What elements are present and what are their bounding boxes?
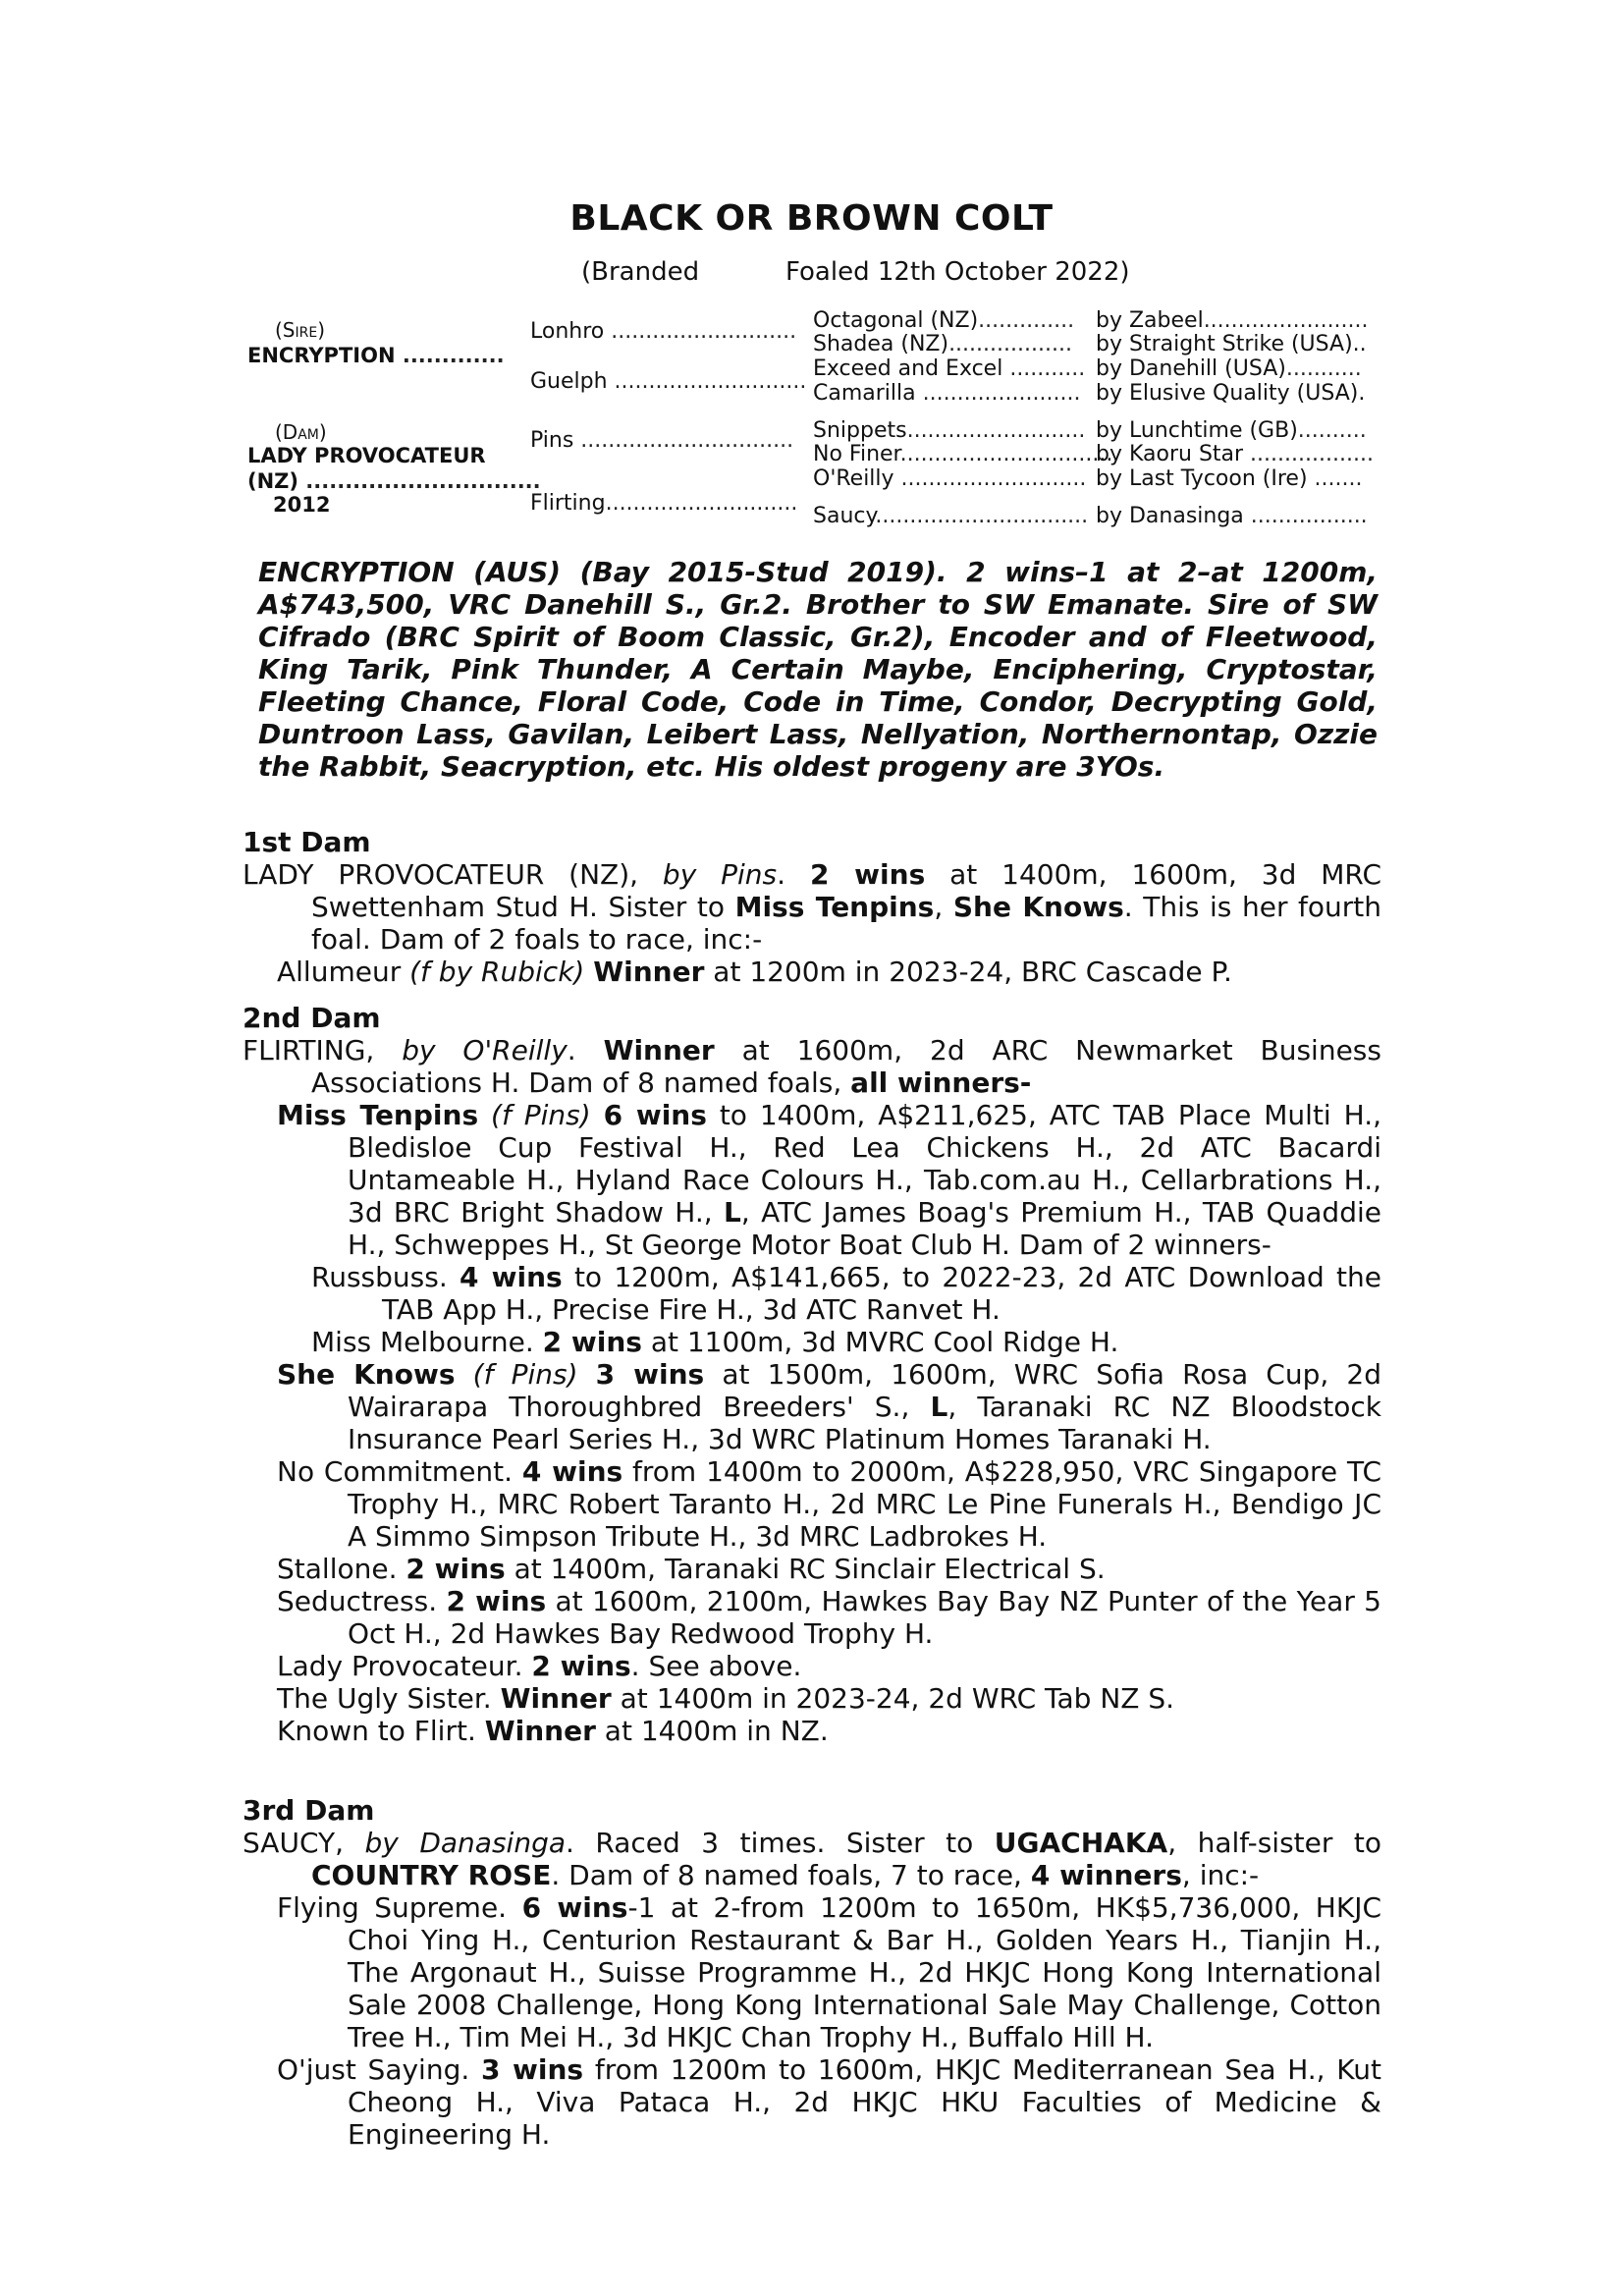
page-title: BLACK OR BROWN COLT xyxy=(569,198,1054,239)
g1-dam-dam: Flirting............................ xyxy=(530,491,798,516)
grand-progeny-entry: Russbuss. 4 wins to 1200m, A$141,665, to 2022-23, 2d ATC Download the TAB App H., Precise Fire H., 3d ATC Ranvet H. xyxy=(311,1261,1382,1326)
progeny-entry: Flying Supreme. 6 wins-1 at 2-from 1200m to 1650m, HK$5,736,000, HKJC Choi Ying H., Centurion Restaurant & Bar H., Golden Years H., Tianjin H., The Argonaut H., Suisse Programme H., 2d HKJC Hong Kong International Sale 2008 Challenge, Hong Kong International Sale May Challenge, Cotton Tree H., Tim Mei H., 3d HKJC Chan Trophy H., Buffalo Hill H. xyxy=(277,1891,1382,2053)
dam3-heading: 3rd Dam xyxy=(243,1794,375,1827)
dam1-heading: 1st Dam xyxy=(243,826,371,858)
dam1-entry: LADY PROVOCATEUR (NZ), by Pins. 2 wins at 1400m, 1600m, 3d MRC Swettenham Stud H. Sister to Miss Tenpins, She Knows. This is her fourth foal. Dam of 2 foals to race, inc:- xyxy=(243,858,1382,956)
progeny-entry: Seductress. 2 wins at 1600m, 2100m, Hawkes Bay Bay NZ Punter of the Year 5 Oct H., 2d Hawkes Bay Redwood Trophy H. xyxy=(277,1585,1382,1650)
dam2-entry: FLIRTING, by O'Reilly. Winner at 1600m, 2d ARC Newmarket Business Associations H. Dam of 8 named foals, all winners- xyxy=(243,1034,1381,1099)
g2-item: Saucy............................... xyxy=(813,504,1089,528)
dam3-section xyxy=(243,1827,1381,2151)
g3-item: by Straight Strike (USA).. xyxy=(1096,332,1367,356)
dam3-entry: SAUCY, by Danasinga. Raced 3 times. Sister to UGACHAKA, half-sister to COUNTRY ROSE. Dam of 8 named foals, 7 to race, 4 winners, inc:- xyxy=(243,1827,1381,1891)
g2-item: No Finer............................... xyxy=(813,442,1113,466)
g3-item: by Danasinga ................. xyxy=(1096,504,1368,528)
dam1-section xyxy=(243,858,1381,988)
g1-dam-sire: Pins ............................... xyxy=(530,428,794,453)
dam2-section xyxy=(243,1034,1381,1747)
g3-item: by Zabeel........................ xyxy=(1096,308,1369,333)
g3-item: by Kaoru Star .................. xyxy=(1096,442,1374,466)
branded-label: (Branded xyxy=(581,257,700,287)
progeny-entry: She Knows (f Pins) 3 wins at 1500m, 1600m, WRC Sofia Rosa Cup, 2d Wairarapa Thoroughbred Breeders' S., L, Taranaki RC NZ Bloodstock Insurance Pearl Series H., 3d WRC Platinum Homes Taranaki H. xyxy=(277,1358,1382,1455)
progeny-entry: Lady Provocateur. 2 wins. See above. xyxy=(277,1650,802,1682)
dam2-heading: 2nd Dam xyxy=(243,1002,381,1034)
dam-year: 2012 xyxy=(273,493,331,517)
g3-item: by Elusive Quality (USA). xyxy=(1096,381,1366,406)
g1-sire-dam: Guelph ............................ xyxy=(530,369,807,394)
grand-progeny-entry: Miss Melbourne. 2 wins at 1100m, 3d MVRC Cool Ridge H. xyxy=(311,1326,1119,1358)
sire-description: ENCRYPTION (AUS) (Bay 2015-Stud 2019). 2 wins–1 at 2–at 1200m, A$743,500, VRC Danehill S., Gr.2. Brother to SW Emanate. Sire of SW Cifrado (BRC Spirit of Boom Classic, Gr.2), Encoder and of Fleetwood, King Tarik, Pink Thunder, A Certain Maybe, Enciphering, Cryptostar, Fleeting Chance, Floral Code, Code in Time, Condor, Decrypting Gold, Duntroon Lass, Gavilan, Leibert Lass, Nellyation, Northernontap, Ozzie the Rabbit, Seacryption, etc. His oldest progeny are 3YOs. xyxy=(258,556,1378,783)
g3-item: by Danehill (USA)........... xyxy=(1096,356,1362,381)
dam-tag: (Dam) xyxy=(275,420,327,444)
g2-item: Octagonal (NZ).............. xyxy=(813,308,1075,333)
sire-tag: (Sire) xyxy=(275,318,326,342)
progeny-entry: O'just Saying. 3 wins from 1200m to 1600m, HKJC Mediterranean Sea H., Kut Cheong H., Viva Pataca H., 2d HKJC HKU Faculties of Medicine & Engineering H. xyxy=(277,2053,1381,2151)
progeny-entry: Allumeur (f by Rubick) Winner at 1200m in 2023-24, BRC Cascade P. xyxy=(277,956,1232,988)
progeny-entry: Stallone. 2 wins at 1400m, Taranaki RC Sinclair Electrical S. xyxy=(277,1553,1106,1585)
progeny-entry: Miss Tenpins (f Pins) 6 wins to 1400m, A$211,625, ATC TAB Place Multi H., Bledisloe Cup Festival H., Red Lea Chickens H., 2d ATC Bacardi Untameable H., Hyland Race Colours H., Tab.com.au H., Cellarbrations H., 3d BRC Bright Shadow H., L, ATC James Boag's Premium H., TAB Quaddie H., Schweppes H., St George Motor Boat Club H. Dam of 2 winners- xyxy=(277,1099,1381,1261)
g2-item: Exceed and Excel ........... xyxy=(813,356,1086,381)
foaled-date: Foaled 12th October 2022) xyxy=(785,257,1130,287)
g3-item: by Last Tycoon (Ire) ....... xyxy=(1096,466,1363,491)
sire-name: ENCRYPTION ............. xyxy=(247,344,505,367)
g3-item: by Lunchtime (GB).......... xyxy=(1096,418,1367,443)
progeny-entry: The Ugly Sister. Winner at 1400m in 2023-24, 2d WRC Tab NZ S. xyxy=(277,1682,1175,1715)
g2-item: Camarilla ....................... xyxy=(813,381,1081,406)
g2-item: Shadea (NZ).................. xyxy=(813,332,1072,356)
dam-name: LADY PROVOCATEUR xyxy=(247,444,486,467)
g1-sire-sire: Lonhro ........................... xyxy=(530,319,797,344)
progeny-entry: No Commitment. 4 wins from 1400m to 2000m, A$228,950, VRC Singapore TC Trophy H., MRC Robert Taranto H., 2d MRC Le Pine Funerals H., Bendigo JC A Simmo Simpson Tribute H., 3d MRC Ladbrokes H. xyxy=(277,1455,1382,1553)
dam-name-country: (NZ) .............................. xyxy=(247,469,541,493)
progeny-entry: Known to Flirt. Winner at 1400m in NZ. xyxy=(277,1715,829,1747)
g2-item: Snippets.......................... xyxy=(813,418,1086,443)
g2-item: O'Reilly ........................... xyxy=(813,466,1087,491)
